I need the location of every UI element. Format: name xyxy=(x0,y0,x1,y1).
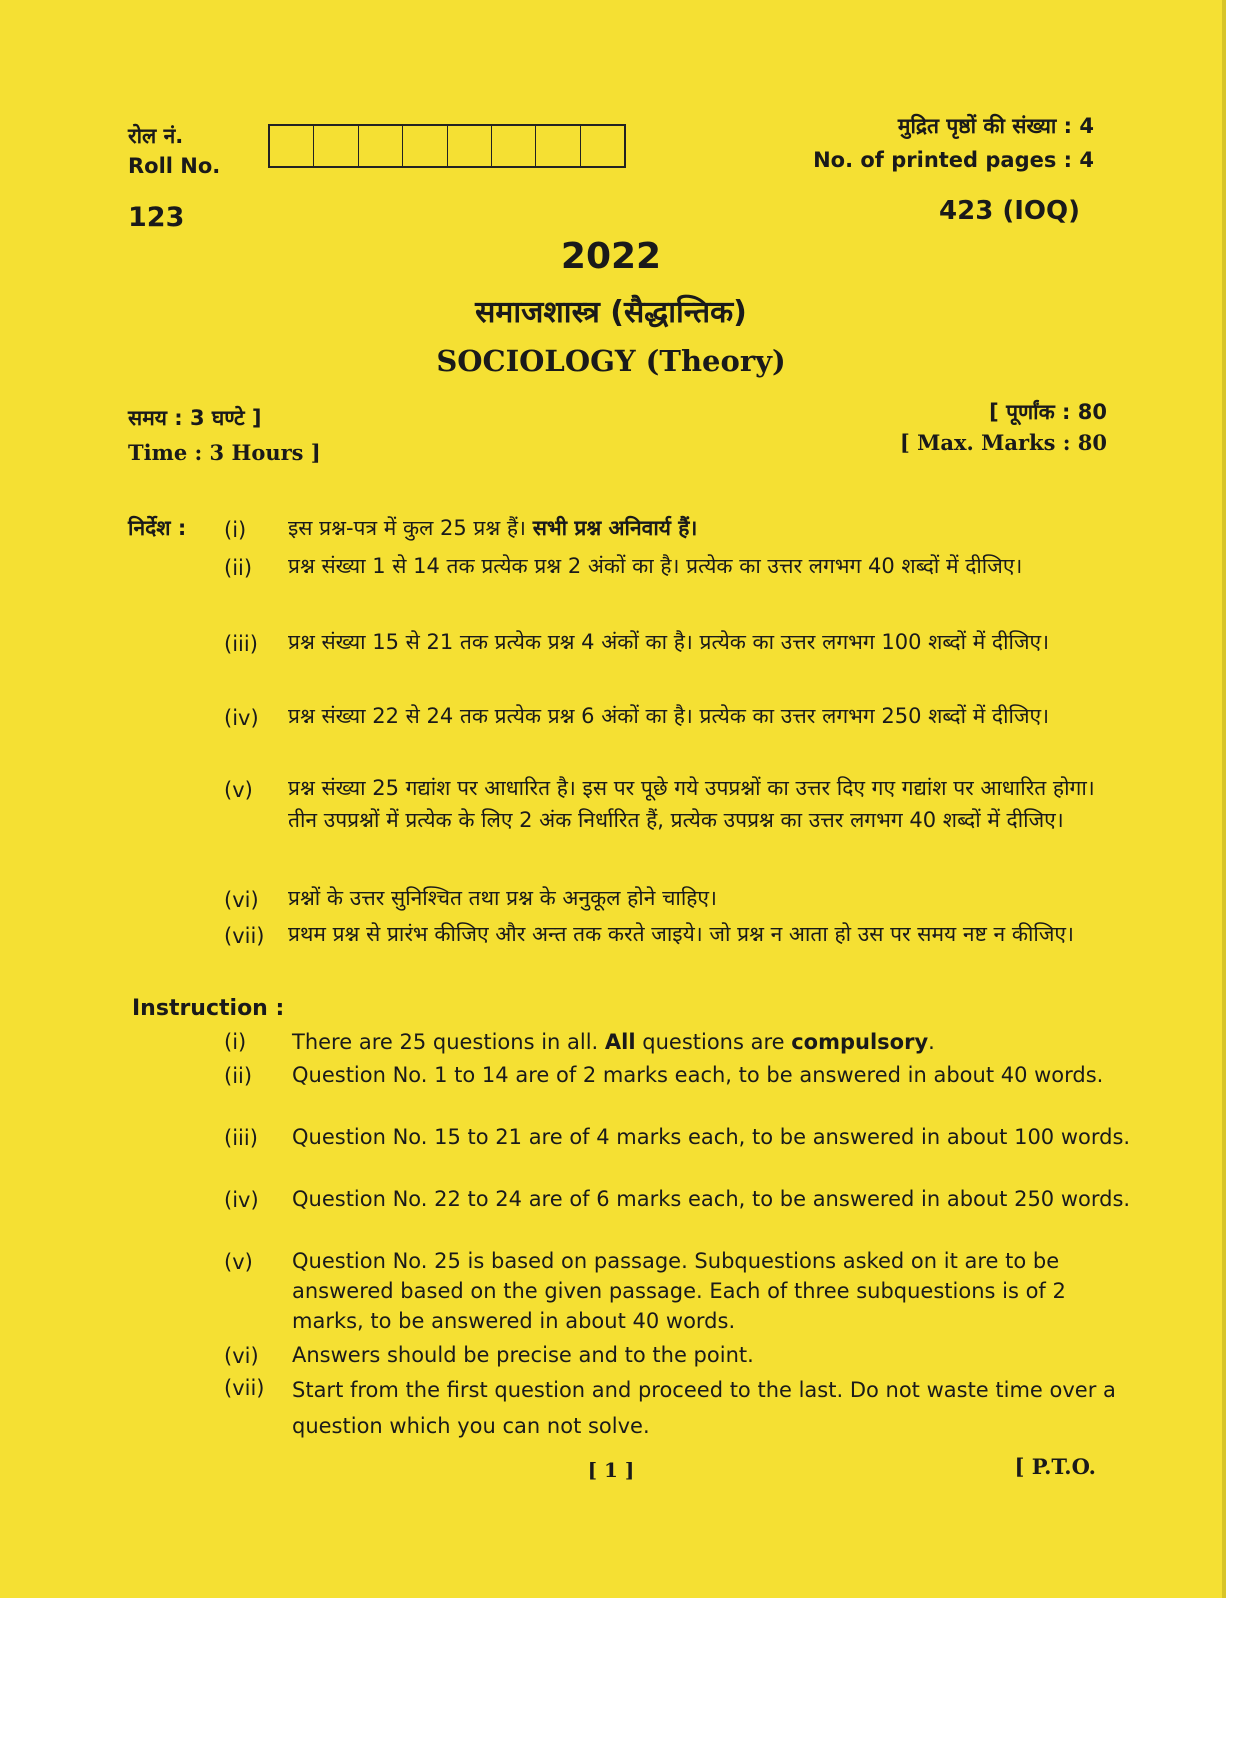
roll-box-3[interactable] xyxy=(359,126,403,166)
hindi-instruction-2: प्रश्न संख्या 1 से 14 तक प्रत्येक प्रश्न 2 अंकों का है। प्रत्येक का उत्तर लगभग 40 शब्दों में दीजिए। xyxy=(288,554,1023,578)
hindi-instruction-1-text: इस प्रश्न-पत्र में कुल 25 प्रश्न हैं। xyxy=(288,516,533,540)
english-instruction-1-text-a: There are 25 questions in all. xyxy=(292,1030,605,1054)
english-instruction-4: Question No. 22 to 24 are of 6 marks each, to be answered in about 250 words. xyxy=(292,1187,1131,1211)
english-item-number: (ii) xyxy=(224,1064,253,1088)
hindi-item-number: (iii) xyxy=(224,632,258,656)
roll-box-2[interactable] xyxy=(314,126,358,166)
paper-code: 423 (IOQ) xyxy=(939,196,1080,226)
subject-title-hindi: समाजशास्त्र (सैद्धान्तिक) xyxy=(475,295,747,330)
english-instruction-7: Start from the first question and proceed to the last. Do not waste time over a question which you can not solve. xyxy=(292,1378,1116,1438)
english-item-number: (vii) xyxy=(224,1376,265,1400)
printed-pages-english: No. of printed pages : 4 xyxy=(813,148,1094,172)
hindi-instruction-6: प्रश्नों के उत्तर सुनिश्चित तथा प्रश्न के अनुकूल होने चाहिए। xyxy=(288,886,718,910)
hindi-instruction-1-emphasis: सभी प्रश्न अनिवार्य हैं। xyxy=(532,516,698,540)
paper-edge xyxy=(1222,0,1226,1598)
max-marks-english: [ Max. Marks : 80 xyxy=(899,430,1107,455)
series-code: 123 xyxy=(128,202,185,233)
hindi-item-number: (i) xyxy=(224,518,247,542)
hindi-item-number: (v) xyxy=(224,778,253,802)
subject-title-english: SOCIOLOGY (Theory) xyxy=(436,344,786,378)
hindi-item-number: (vi) xyxy=(224,888,259,912)
instructions-english-label: Instruction : xyxy=(132,996,285,1021)
please-turn-over: [ P.T.O. xyxy=(1014,1454,1096,1479)
english-instruction-1-text-c: questions are xyxy=(635,1030,792,1054)
hindi-instruction-4: प्रश्न संख्या 22 से 24 तक प्रत्येक प्रश्न 6 अंकों का है। प्रत्येक का उत्तर लगभग 250 शब्दों में दीजिए। xyxy=(288,704,1050,728)
english-item-number: (i) xyxy=(224,1030,247,1054)
printed-pages-hindi: मुद्रित पृष्ठों की संख्या : 4 xyxy=(897,114,1094,138)
english-item-number: (vi) xyxy=(224,1344,259,1368)
roll-label-hindi: रोल नं. xyxy=(128,124,184,148)
hindi-item-number: (vii) xyxy=(224,924,265,948)
roll-box-6[interactable] xyxy=(492,126,536,166)
hindi-instruction-7: प्रथम प्रश्न से प्रारंभ कीजिए और अन्त तक करते जाइये। जो प्रश्न न आता हो उस पर समय नष्ट न कीजिए। xyxy=(288,922,1074,946)
english-item-number: (iii) xyxy=(224,1126,258,1150)
hindi-instruction-5: प्रश्न संख्या 25 गद्यांश पर आधारित है। इस पर पूछे गये उपप्रश्नों का उत्तर दिए गए गद्यांश पर आधारित होगा। तीन उपप्रश्नों में प्रत्येक के लिए 2 अंक निर्धारित हैं, प्रत्येक उपप्रश्न का उत्तर लगभग 40 शब्दों में दीजिए। xyxy=(288,776,1095,832)
roll-box-5[interactable] xyxy=(448,126,492,166)
english-item-number: (v) xyxy=(224,1250,253,1274)
english-instruction-5: Question No. 25 is based on passage. Subquestions asked on it are to be answered based on the given passage. Each of three subquestions is of 2 marks, to be answered in about 40 words. xyxy=(292,1249,1066,1333)
time-english: Time : 3 Hours ] xyxy=(128,440,321,465)
roll-box-1[interactable] xyxy=(270,126,314,166)
english-instruction-1-all: All xyxy=(604,1030,636,1054)
time-hindi: समय : 3 घण्टे ] xyxy=(128,406,262,430)
roll-box-4[interactable] xyxy=(403,126,447,166)
english-instruction-1 xyxy=(292,1027,1138,1057)
page-number: [ 1 ] xyxy=(587,1458,635,1482)
roll-number-boxes[interactable] xyxy=(268,124,626,168)
roll-box-7[interactable] xyxy=(536,126,580,166)
exam-year: 2022 xyxy=(560,236,662,277)
english-item-number: (iv) xyxy=(224,1188,259,1212)
english-instruction-1-compulsory: compulsory xyxy=(791,1030,929,1054)
english-instruction-3: Question No. 15 to 21 are of 4 marks each, to be answered in about 100 words. xyxy=(292,1125,1131,1149)
instructions-hindi-label: निर्देश : xyxy=(128,516,187,540)
hindi-instruction-3: प्रश्न संख्या 15 से 21 तक प्रत्येक प्रश्न 4 अंकों का है। प्रत्येक का उत्तर लगभग 100 शब्दों में दीजिए। xyxy=(288,630,1050,654)
hindi-item-number: (iv) xyxy=(224,706,259,730)
hindi-item-number: (ii) xyxy=(224,556,253,580)
english-instruction-1-period: . xyxy=(928,1030,935,1054)
max-marks-hindi: [ पूर्णांक : 80 xyxy=(989,400,1107,424)
hindi-instruction-1 xyxy=(288,512,1128,544)
english-instruction-6: Answers should be precise and to the point. xyxy=(292,1343,754,1367)
english-instruction-2: Question No. 1 to 14 are of 2 marks each, to be answered in about 40 words. xyxy=(292,1063,1104,1087)
roll-label-english: Roll No. xyxy=(128,154,221,178)
roll-box-8[interactable] xyxy=(581,126,624,166)
